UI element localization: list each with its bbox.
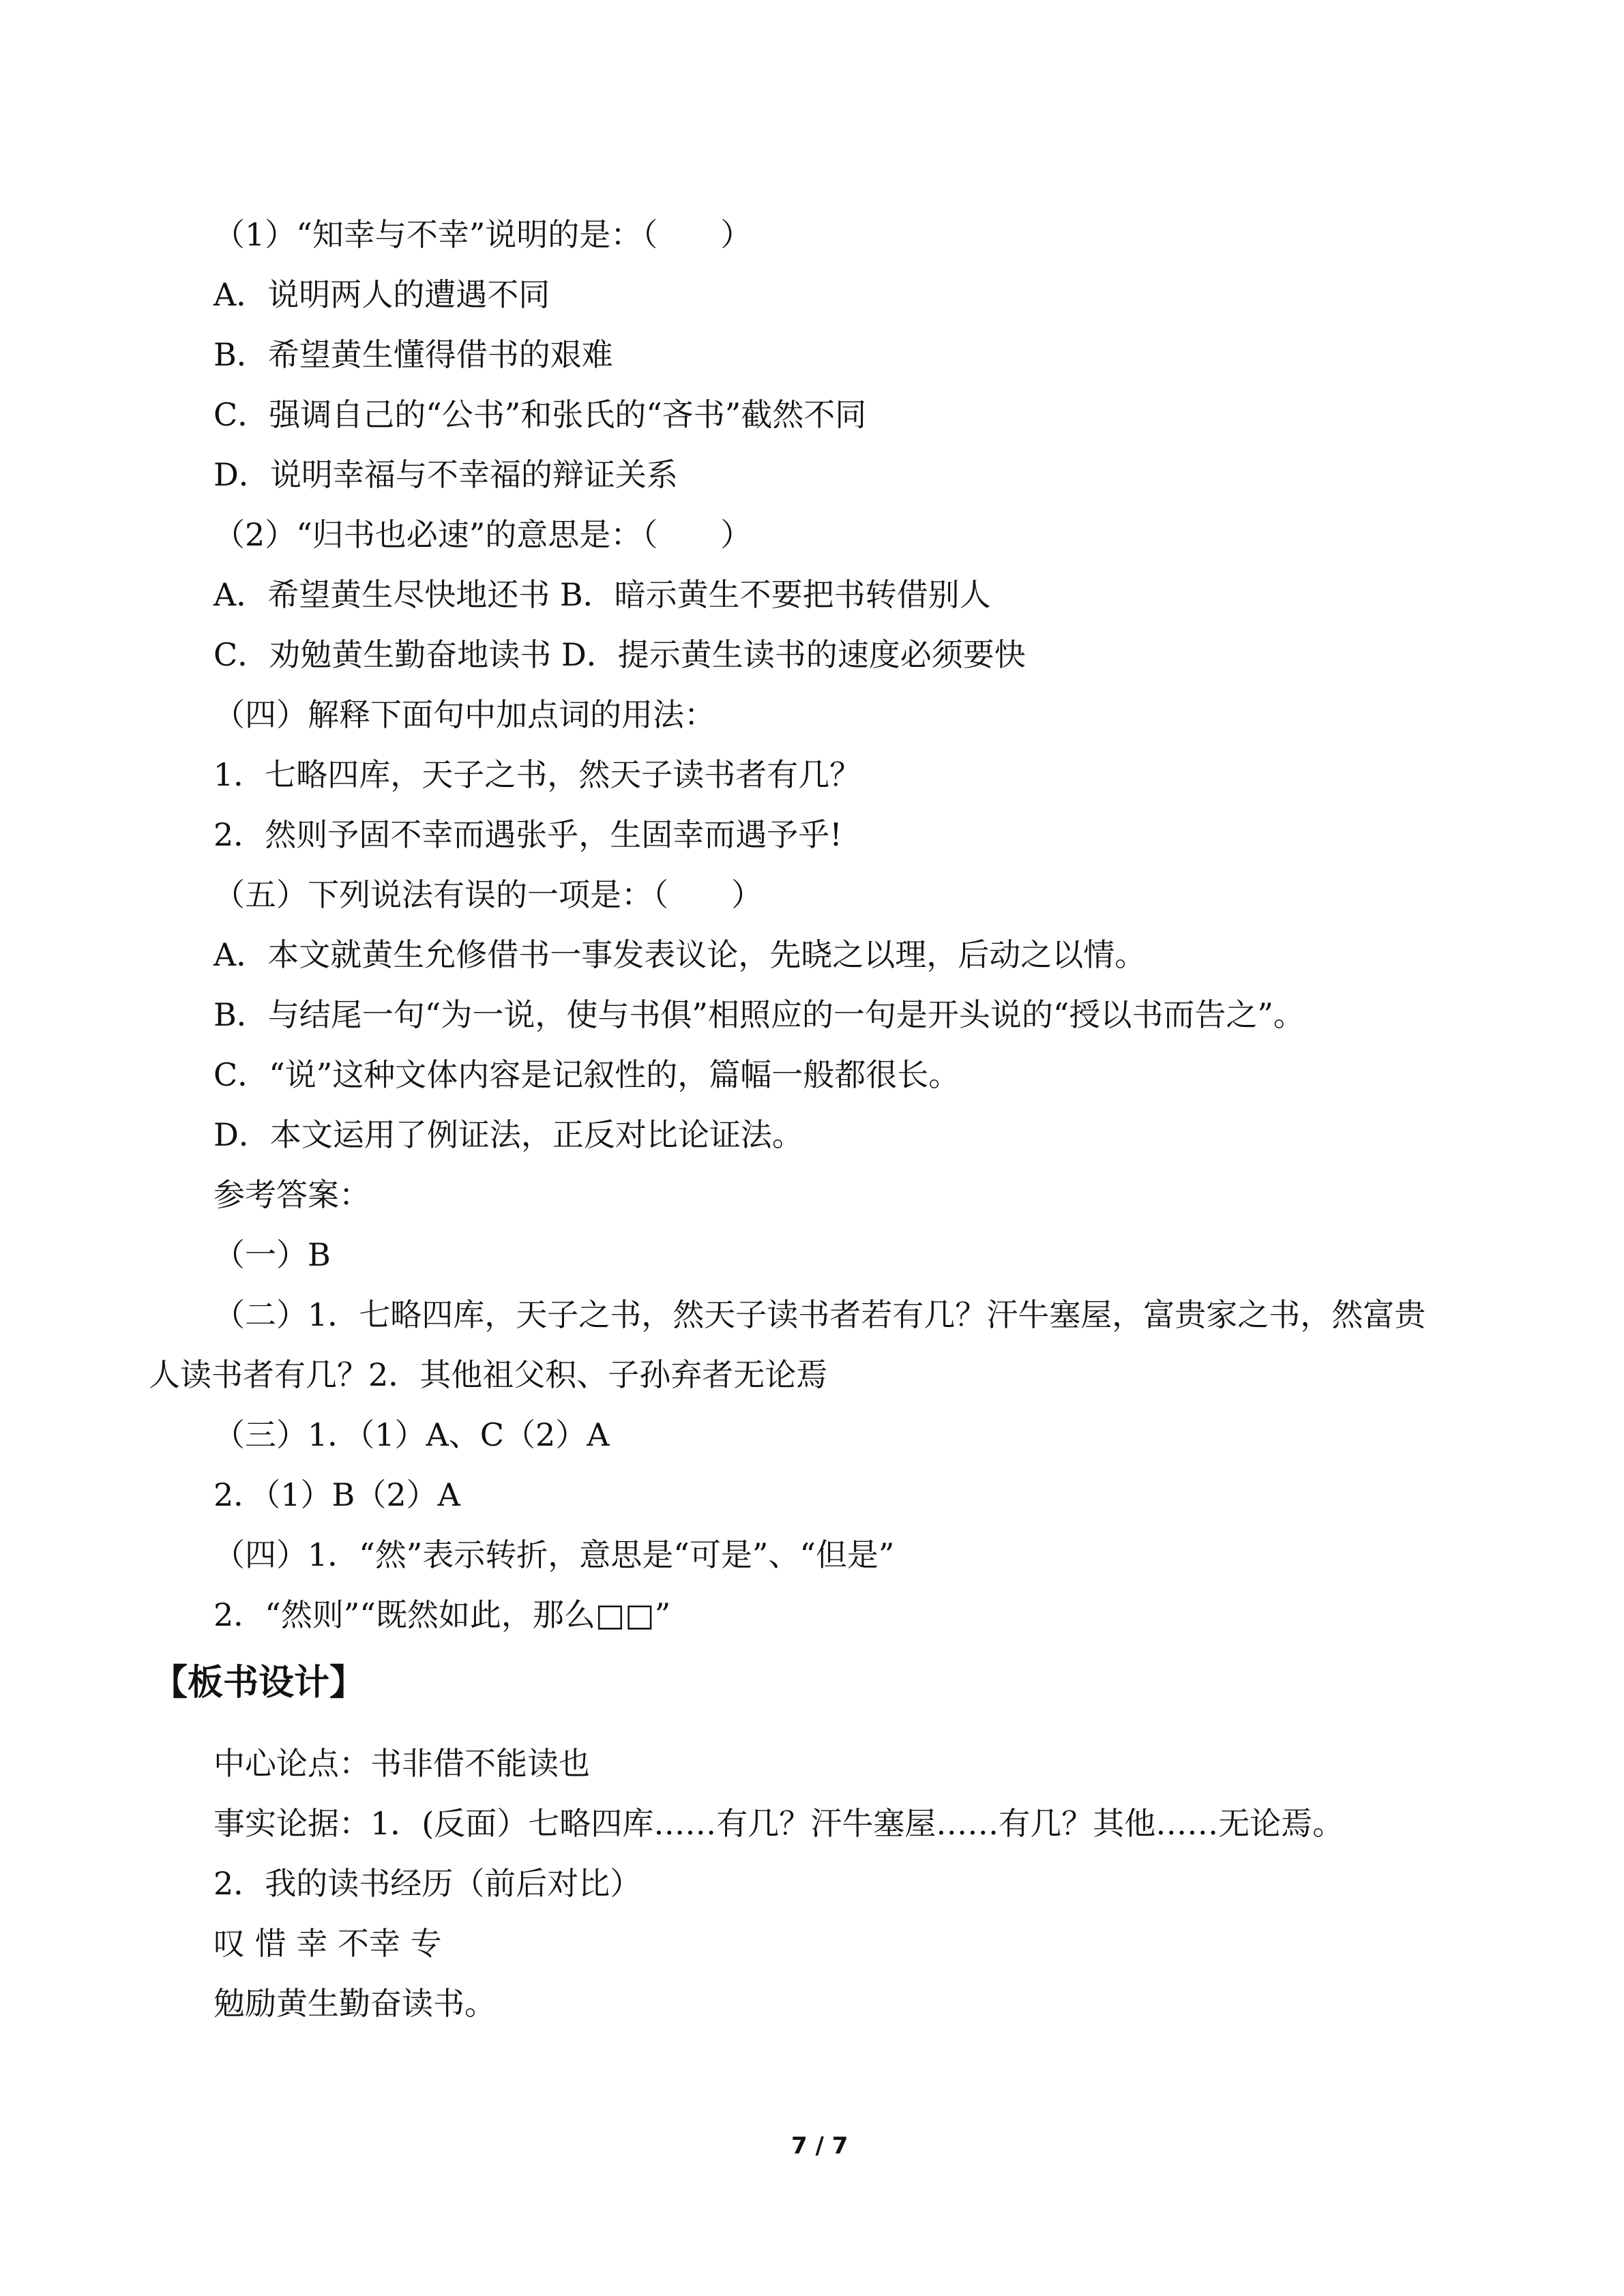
board-conclusion: 勉励黄生勤奋读书。: [213, 1985, 496, 2022]
board-reading-experience: 2．我的读书经历（前后对比）: [213, 1865, 642, 1902]
option-3-1-c: C．强调自己的“公书”和张氏的“吝书”截然不同: [213, 396, 867, 433]
section-4-item-1: 1．七略四库，天子之书，然天子读书者有几？: [213, 756, 861, 793]
page-number: 7 / 7: [791, 2132, 848, 2160]
option-3-1-d: D．说明幸福与不幸福的辩证关系: [213, 456, 678, 493]
section-5-option-b: B．与结尾一句“为一说，使与书俱”相照应的一句是开头说的“授以书而告之”。: [213, 996, 1305, 1033]
section-4-item-2: 2．然则予固不幸而遇张乎，生固幸而遇予乎!: [213, 816, 842, 853]
answer-4-1: （四）1．“然”表示转折，意思是“可是”、“但是”: [213, 1536, 895, 1573]
section-5-option-a: A．本文就黄生允修借书一事发表议论，先晓之以理，后动之以情。: [213, 936, 1147, 973]
board-central-argument: 中心论点：书非借不能读也: [213, 1745, 590, 1782]
answer-key-title: 参考答案：: [213, 1176, 370, 1213]
options-3-2-cd: C．劝勉黄生勤奋地读书 D．提示黄生读书的速度必须要快: [213, 636, 1026, 673]
answer-1: （一）B: [213, 1236, 331, 1273]
board-design-heading: 【板书设计】: [152, 1663, 366, 1703]
question-3-1: （1）“知幸与不幸”说明的是：（ ）: [213, 216, 752, 253]
section-4-title: （四）解释下面句中加点词的用法：: [213, 696, 715, 733]
answer-4-2: 2．“然则”“既然如此，那么□□”: [213, 1596, 671, 1633]
section-5-option-c: C．“说”这种文体内容是记叙性的，篇幅一般都很长。: [213, 1056, 960, 1093]
answer-2-line-1: （二）1．七略四库，天子之书，然天子读书者若有几？汗牛塞屋，富贵家之书，然富贵: [213, 1296, 1426, 1333]
answer-3-2: 2．（1）B（2）A: [213, 1476, 460, 1513]
option-3-1-a: A．说明两人的遭遇不同: [213, 276, 550, 313]
board-factual-evidence: 事实论据：1．(反面）七略四库……有几？汗牛塞屋……有几？其他……无论焉。: [213, 1805, 1344, 1842]
section-5-title: （五）下列说法有误的一项是：（ ）: [213, 876, 763, 913]
question-3-2: （2）“归书也必速”的意思是：（ ）: [213, 516, 752, 553]
option-3-1-b: B．希望黄生懂得借书的艰难: [213, 336, 613, 373]
board-keywords: 叹 惜 幸 不幸 专: [213, 1925, 442, 1962]
options-3-2-ab: A．希望黄生尽快地还书 B．暗示黄生不要把书转借别人: [213, 576, 991, 613]
answer-3-1: （三）1．（1）A、C（2）A: [213, 1416, 610, 1453]
answer-2-line-2: 人读书者有几？2．其他祖父积、子孙弃者无论焉: [149, 1356, 828, 1393]
section-5-option-d: D．本文运用了例证法，正反对比论证法。: [213, 1116, 803, 1153]
